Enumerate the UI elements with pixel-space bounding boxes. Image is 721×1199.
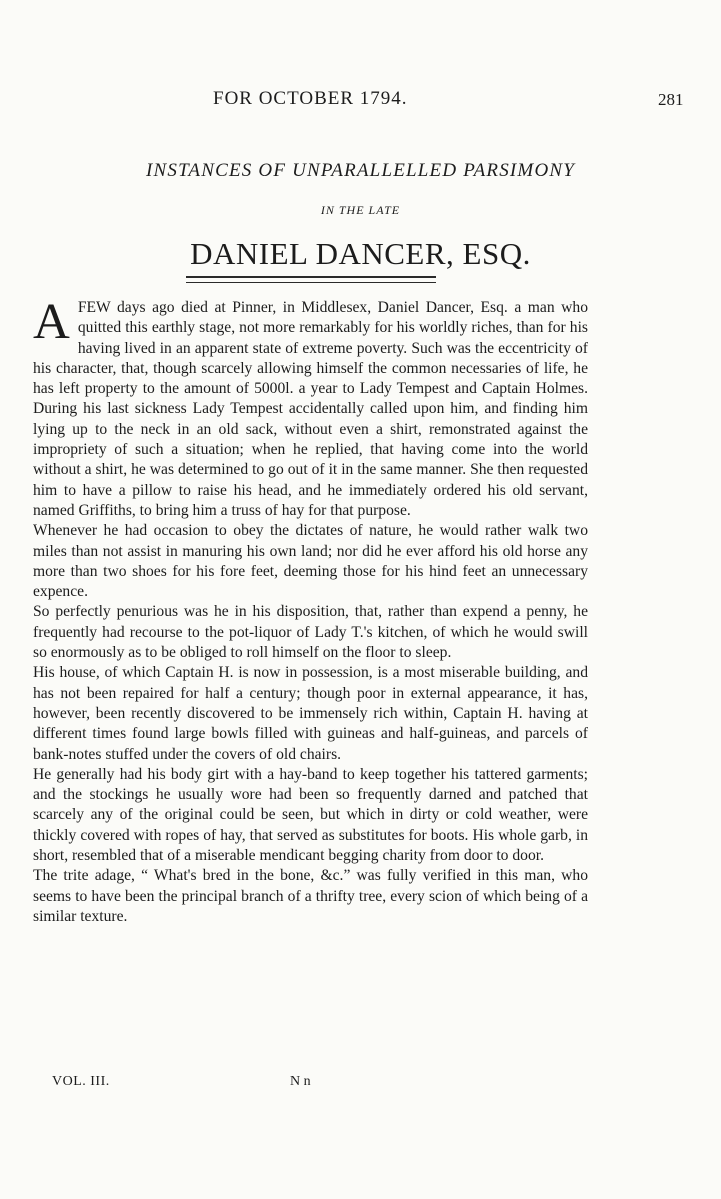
paragraph-1 bbox=[33, 294, 588, 521]
running-header bbox=[0, 88, 721, 118]
drop-cap: A bbox=[33, 294, 70, 350]
paragraph-4: His house, of which Captain H. is now in possession, is a most miserable building, and has not been repaired for half a century; though poor in external appearance, it has, however, been recently discovered to be immensely rich within, Captain H. having at different times found large bowls filled with guineas and half-guineas, and parcels of bank-notes stuffed under the covers of old chairs. bbox=[33, 664, 588, 763]
title-rule-thick bbox=[186, 276, 436, 278]
running-title: FOR OCTOBER 1794. bbox=[213, 88, 408, 109]
page-number: 281 bbox=[658, 90, 684, 109]
article-subject-name: DANIEL DANCER, ESQ. bbox=[190, 236, 531, 271]
title-rule-thin bbox=[186, 282, 436, 283]
article-title: INSTANCES OF UNPARALLELLED PARSIMONY bbox=[145, 160, 576, 181]
paragraph-6: The trite adage, “ What's bred in the bone, &c.” was fully verified in this man, who seems to have been the principal branch of a thrifty tree, every scion of which being of a similar texture. bbox=[33, 867, 588, 925]
article-body bbox=[33, 294, 588, 927]
paragraph-2: Whenever he had occasion to obey the dictates of nature, he would rather walk two miles than not assist in manuring his own land; nor did he ever afford his old horse any more than two shoes for his fore feet, deeming those for his hind feet an unnecessary expence. bbox=[33, 522, 588, 601]
paragraph-3: So perfectly penurious was he in his disposition, that, rather than expend a penny, he frequently had recourse to the pot-liquor of Lady T.'s kitchen, of which he would swill so enormously as to be obliged to roll himself on the floor to sleep. bbox=[33, 603, 588, 662]
paragraph-5: He generally had his body girt with a hay-band to keep together his tattered garments; and the stockings he usually wore had been so frequently darned and patched that scarcely any of the original could be seen, but which in dirty or cold weather, were thickly covered with ropes of hay, that served as substitutes for boots. His whole garb, in short, resembled that of a miserable mendicant begging charity from door to door. bbox=[33, 765, 588, 865]
article-subtitle: IN THE LATE bbox=[320, 203, 401, 217]
paragraph-1-text: FEW days ago died at Pinner, in Middlesex, Daniel Dancer, Esq. a man who quitted this earthly stage, not more remarkably for his worldly riches, than for his having lived in an apparent state of extreme poverty. Such was the eccentricity of his character, that, though scarcely allowing himself the common necessaries of life, he has left property to the amount of 5000l. a year to Lady Tempest and Captain Holmes. During his last sickness Lady Tempest accidentally called upon him, and finding him lying up to the neck in an old sack, without even a shirt, remonstrated against the impropriety of such a situation; when he replied, that having come into the world without a shirt, he was determined to go out of it in the same manner. She then requested him to have a pillow to raise his head, and he immediately ordered his old servant, named Griffiths, to bring him a truss of hay for that purpose. bbox=[33, 299, 588, 519]
signature-mark: N n bbox=[290, 1074, 311, 1089]
volume-label: VOL. III. bbox=[52, 1074, 110, 1089]
